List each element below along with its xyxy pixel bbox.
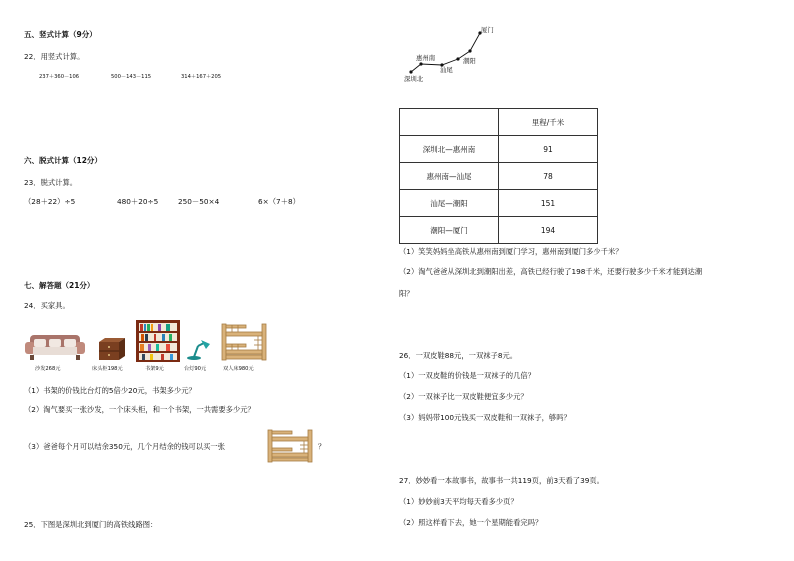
distance-table [399, 108, 598, 244]
table-row [400, 136, 598, 163]
item-label-nightstand: 床头柜198元 [92, 366, 123, 372]
question-24-3: （3）爸爸每个月可以结余350元，几个月结余的钱可以买一张 [24, 442, 225, 451]
station-chaoyang: 潮阳 [463, 57, 476, 65]
question-25-2: （2）淘气爸爸从深圳北到潮阳出差，高铁已经行驶了198千米，还要行驶多少千米才能到达潮 [399, 267, 703, 276]
segment-name: 潮阳—厦门 [400, 217, 499, 244]
table-row [400, 163, 598, 190]
question-27: 27．妙妙看一本故事书，故事书一共119页，前3天看了39页。 [399, 476, 604, 485]
station-shenzhen-bei: 深圳北 [404, 75, 424, 83]
question-22: 22．用竖式计算。 [24, 52, 85, 61]
vertical-calc-1: 237＋360－106 [39, 74, 80, 80]
station-xiamen: 厦门 [481, 26, 494, 34]
table-header-blank [400, 109, 499, 136]
table-row [400, 217, 598, 244]
vertical-calc-2: 500－143－115 [111, 74, 152, 80]
question-27-2: （2）照这样看下去，她一个星期能看完吗？ [399, 518, 543, 527]
section5-heading: 五、竖式计算（9分） [24, 30, 97, 39]
segment-distance: 91 [499, 136, 598, 163]
desk-lamp-icon [186, 337, 212, 361]
question-26: 26．一双皮鞋88元，一双袜子8元。 [399, 351, 518, 360]
table-header-distance: 里程/千米 [499, 109, 598, 136]
step-calc-2: 480＋20÷5 [117, 197, 159, 206]
nightstand-icon [97, 336, 127, 362]
segment-name: 惠州南—汕尾 [400, 163, 499, 190]
step-calc-4: 6×（7＋8） [258, 197, 300, 206]
question-26-3: （3）妈妈带100元钱买一双皮鞋和一双袜子，够吗？ [399, 413, 571, 422]
table-header-row [400, 109, 598, 136]
vertical-calc-3: 314＋167＋205 [181, 74, 222, 80]
bunk-bed-icon [266, 428, 316, 464]
question-26-1: （1）一双皮鞋的价钱是一双袜子的几倍？ [399, 371, 535, 380]
station-shanwei: 汕尾 [440, 66, 453, 74]
sofa-icon [24, 333, 86, 361]
step-calc-1: （28＋22）÷5 [24, 197, 76, 206]
item-label-lamp: 台灯90元 [184, 366, 207, 372]
item-label-bookshelf: 书架9元 [145, 366, 164, 372]
question-25-1: （1）笑笑妈妈坐高铁从惠州南到厦门学习，惠州南到厦门多少千米？ [399, 247, 623, 256]
question-24-2: （2）淘气要买一张沙发，一个床头柜，和一个书架，一共需要多少元？ [24, 405, 255, 414]
section7-heading: 七、解答题（21分） [24, 281, 95, 290]
question-24-1: （1）书架的价钱比台灯的5倍少20元，书架多少元？ [24, 386, 196, 395]
question-25-2-cont: 阳？ [399, 289, 414, 298]
segment-name: 深圳北—惠州南 [400, 136, 499, 163]
item-label-bunk-bed: 双人床980元 [223, 366, 254, 372]
bunk-bed-icon [220, 322, 270, 362]
segment-distance: 78 [499, 163, 598, 190]
question-24-3-end: ？ [318, 442, 326, 451]
question-23: 23．脱式计算。 [24, 178, 78, 187]
segment-distance: 151 [499, 190, 598, 217]
section6-heading: 六、脱式计算（12分） [24, 156, 102, 165]
table-row [400, 190, 598, 217]
question-27-1: （1）妙妙前3天平均每天看多少页？ [399, 497, 518, 506]
step-calc-3: 250－50×4 [178, 197, 220, 206]
question-26-2: （2）一双袜子比一双皮鞋便宜多少元？ [399, 392, 528, 401]
segment-name: 汕尾—潮阳 [400, 190, 499, 217]
segment-distance: 194 [499, 217, 598, 244]
question-24: 24．买家具。 [24, 301, 70, 310]
item-label-sofa: 沙发268元 [35, 366, 61, 372]
bookshelf-icon [136, 320, 180, 362]
station-huizhou-nan: 惠州南 [416, 54, 436, 62]
question-25: 25．下图是深圳北到厦门的高铁线路图： [24, 520, 158, 529]
